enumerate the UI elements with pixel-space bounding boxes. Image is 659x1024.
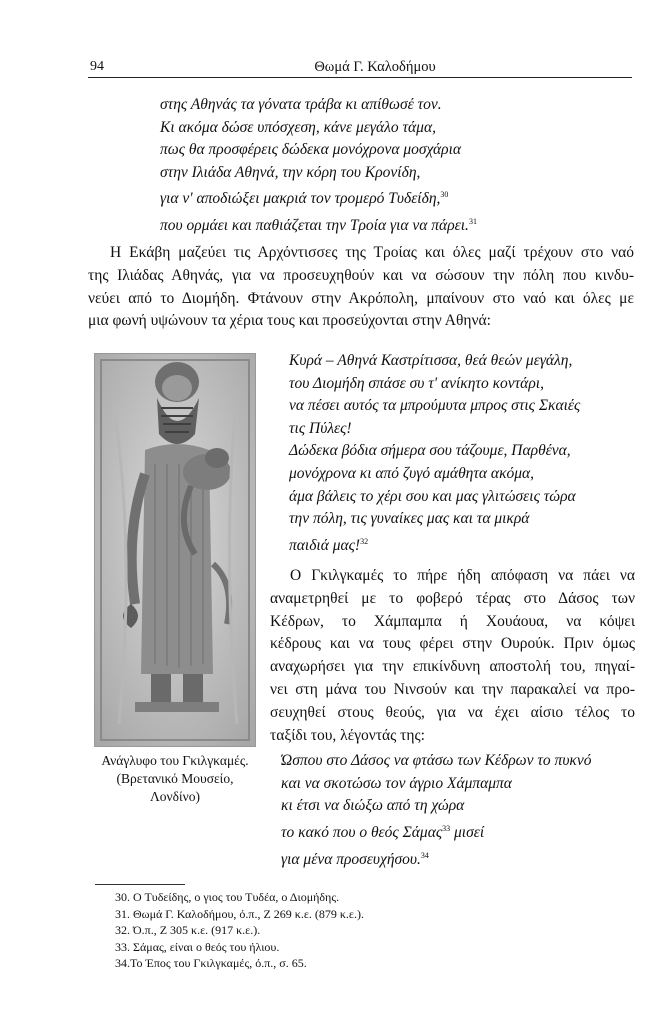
- text-line: αναμετρηθεί με το φοβερό τέρας στο Δάσος των: [270, 589, 635, 607]
- running-header: [88, 57, 632, 78]
- poem-block-1: [160, 94, 477, 238]
- footnote: 31. Θωμά Γ. Καλοδήμου, ό.π., Ζ 269 κ.ε. (879 κ.ε.).: [115, 906, 364, 921]
- footnote-ref: 32: [360, 536, 369, 546]
- text-line: ταξίδι του, λέγοντάς της:: [270, 726, 425, 744]
- poem-line: Κυρά – Αθηνά Καστρίτισσα, θεά θεών μεγάλη,: [289, 352, 573, 369]
- poem-line: για ν' αποδιώξει μακριά τον τρομερό Τυδείδη,$^{30}$: [160, 190, 449, 208]
- poem-line: τις Πύλες!: [289, 419, 352, 437]
- footnote-ref: 30: [440, 190, 449, 200]
- caption-line: Ανάγλυφο του Γκιλγκαμές.: [101, 753, 249, 768]
- text-line: νεύει από το Διομήδη. Φτάνουν στην Ακρόπολη, μπαίνουν στο ναό και όλες με: [88, 289, 634, 307]
- poem-line: το κακό που ο θεός Σάμας$^{33}$ μισεί: [281, 823, 485, 841]
- poem-line: και να σκοτώσω τον άγριο Χάμπαμπα: [281, 774, 512, 792]
- text-line: σευχηθεί στους θεούς, για να έχει αίσιο τέλος το: [270, 703, 635, 721]
- paragraph-1: [88, 242, 634, 333]
- poem-line: πως θα προσφέρεις δώδεκα μονόχρονα μοσχάρια: [160, 141, 462, 159]
- text-line: μια φωνή υψώνουν τα χέρια τους και προσεύχονται στην Αθηνά:: [88, 312, 491, 330]
- footnote: 33. Σάμας, είναι ο θεός του ήλιου.: [115, 939, 280, 954]
- figure-caption: [86, 752, 264, 806]
- text-line: νει στη μάνα του Νινσούν και την παρακαλεί να προ-: [270, 680, 635, 698]
- poem-line: στης Αθηνάς τα γόνατα τράβα κι απίθωσέ τον.: [160, 96, 442, 113]
- text-line: αναχωρήσει για την επικίνδυνη αποστολή του, πηγαί-: [270, 658, 635, 676]
- page-number: 94: [90, 59, 104, 74]
- paragraph-2: [270, 565, 635, 747]
- relief-illustration: [95, 354, 255, 746]
- poem-line: στην Ιλιάδα Αθηνά, την κόρη του Κρονίδη,: [160, 163, 421, 181]
- text-line: Κέδρων, το Χάμπαμπα ή Χουάουα, να κόψει: [270, 612, 635, 630]
- footnote: 32. Ό.π., Ζ 305 κ.ε. (917 κ.ε.).: [115, 923, 261, 938]
- poem-line: παιδιά μας!$^{32}$: [289, 536, 369, 554]
- poem-line: Δώδεκα βόδια σήμερα σου τάζουμε, Παρθένα,: [289, 442, 571, 460]
- caption-line: (Βρετανικό Μουσείο,: [116, 771, 234, 786]
- footnotes: [115, 889, 364, 972]
- poem-line: την πόλη, τις γυναίκες μας και τα μικρά: [289, 510, 530, 528]
- relief-image: [94, 353, 256, 747]
- poem-block-2: [289, 350, 580, 558]
- text-line: της Ιλιάδας Αθηνάς, για να προσευχηθούν και να σώσουν την πόλη που κινδυ-: [88, 266, 634, 284]
- poem-block-3: [281, 750, 592, 871]
- text-line: Η Εκάβη μαζεύει τις Αρχόντισσες της Τροίας και όλες μαζί τρέχουν στο ναό: [110, 244, 634, 261]
- poem-line: να πέσει αυτός τα μπρούμυτα μπρος στις Σκαιές: [289, 397, 581, 415]
- poem-line: άμα βάλεις το χέρι σου και μας γλιτώσεις τώρα: [289, 487, 576, 505]
- poem-line: μονόχρονα κι από ζυγό αμάθητα ακόμα,: [289, 464, 535, 482]
- footnote-ref: 33: [442, 823, 451, 833]
- footnote-ref: 34: [420, 850, 429, 860]
- footnote-divider: [95, 884, 185, 885]
- poem-line: που ορμάει και παθιάζεται την Τροία για να πάρει.$^{31}$: [160, 217, 477, 235]
- footnote-ref: 31: [468, 217, 477, 227]
- poem-line: κι έτσι να διώξω από τη χώρα: [281, 797, 465, 815]
- footnote: 30. Ο Τυδείδης, ο γιος του Τυδέα, ο Διομήδης.: [115, 890, 340, 904]
- poem-line: για μένα προσευχήσου.$^{34}$: [281, 850, 429, 868]
- caption-line: Λονδίνο): [150, 789, 200, 804]
- footnote: 34.Το Έπος του Γκιλγκαμές, ό.π., σ. 65.: [115, 956, 307, 971]
- poem-line: του Διομήδη σπάσε συ τ' ανίκητο κοντάρι,: [289, 374, 544, 392]
- poem-line: Ώσπου στο Δάσος να φτάσω των Κέδρων το πυκνό: [281, 752, 592, 769]
- text-line: κέδρους και να τους φέρει στην Ουρούκ. Πριν όμως: [270, 635, 635, 653]
- text-line: Ο Γκιλγκαμές το πήρε ήδη απόφαση να πάει να: [290, 567, 635, 584]
- poem-line: Κι ακόμα δώσε υπόσχεση, κάνε μεγάλο τάμα,: [160, 118, 436, 136]
- running-title: Θωμά Γ. Καλοδήμου: [314, 59, 436, 75]
